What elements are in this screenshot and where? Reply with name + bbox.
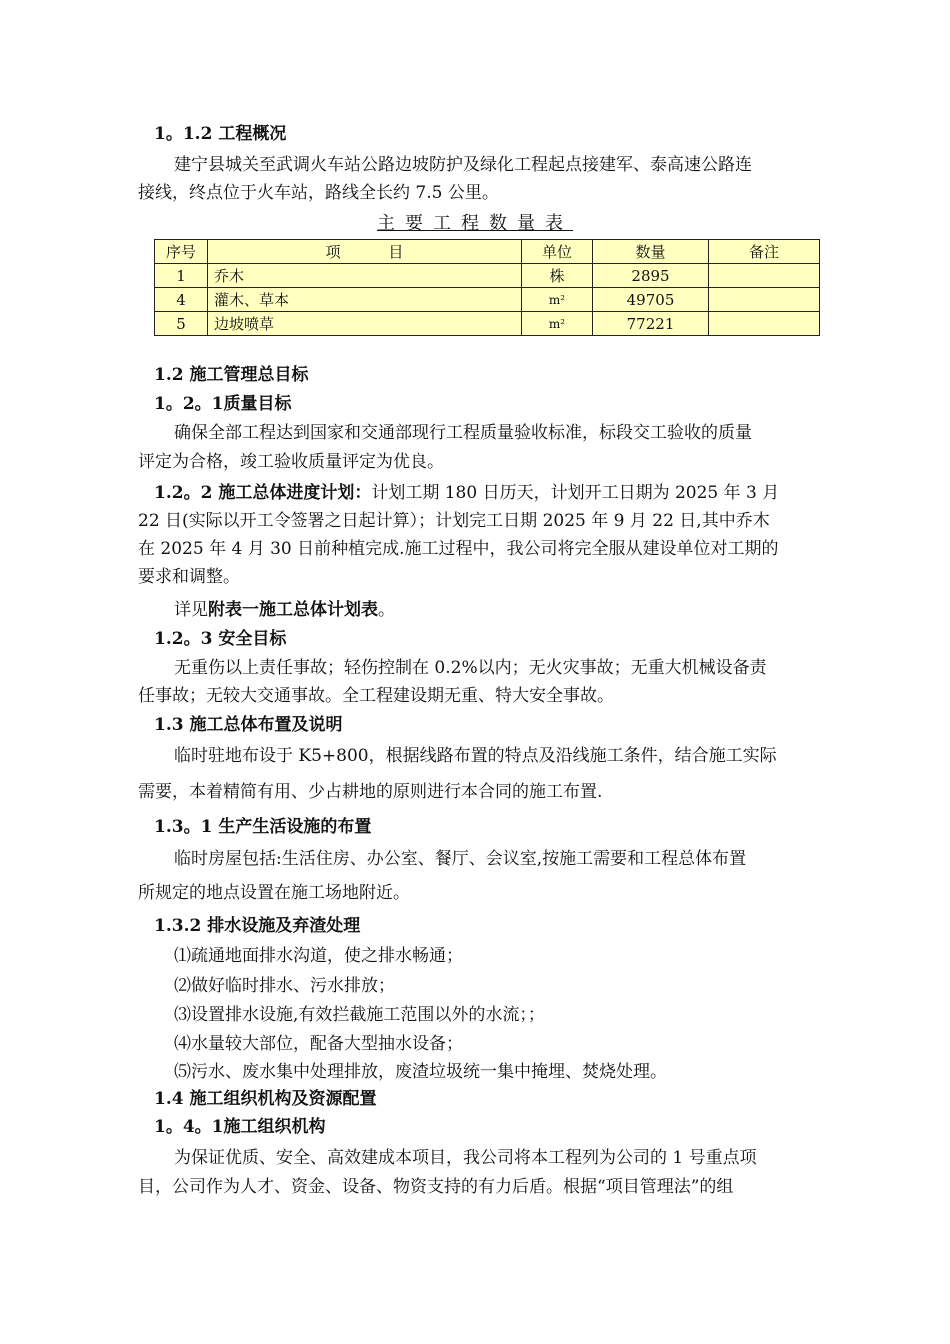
cell-no: 5 bbox=[155, 312, 208, 336]
section-heading: 1.4 施工组织机构及资源配置 bbox=[154, 1089, 377, 1109]
cell-unit: m² bbox=[522, 312, 593, 336]
col-header: 项 目 bbox=[208, 240, 522, 264]
paragraph-line: 评定为合格，竣工验收质量评定为优良。 bbox=[138, 452, 444, 472]
section-heading: 1.2。2 施工总体进度计划： bbox=[154, 483, 372, 503]
section-heading: 1.3.2 排水设施及弃渣处理 bbox=[154, 916, 361, 936]
section-heading: 1。4。1施工组织机构 bbox=[154, 1117, 326, 1137]
col-header: 数量 bbox=[593, 240, 709, 264]
cell-note bbox=[709, 288, 820, 312]
paragraph-line: 建宁县城关至武调火车站公路边坡防护及绿化工程起点接建军、泰高速公路连 bbox=[174, 155, 752, 175]
paragraph-line: 确保全部工程达到国家和交通部现行工程质量验收标准，标段交工验收的质量 bbox=[174, 423, 752, 443]
table-row bbox=[155, 312, 820, 336]
paragraph-line: 要求和调整。 bbox=[138, 567, 240, 587]
paragraph-line: 临时驻地布设于 K5+800，根据线路布置的特点及沿线施工条件，结合施工实际 bbox=[174, 746, 777, 766]
list-item: ⑸污水、废水集中处理排放，废渣垃圾统一集中掩埋、焚烧处理。 bbox=[174, 1062, 667, 1082]
cell-no: 4 bbox=[155, 288, 208, 312]
cell-no: 1 bbox=[155, 264, 208, 288]
paragraph-line: 目，公司作为人才、资金、设备、物资支持的有力后盾。根据“项目管理法”的组 bbox=[138, 1177, 734, 1197]
table-title: 主要工程数量表 bbox=[377, 213, 573, 234]
paragraph-text: 。 bbox=[378, 600, 395, 620]
paragraph-line bbox=[174, 598, 874, 622]
cell-qty: 49705 bbox=[593, 288, 709, 312]
list-item: ⑵做好临时排水、污水排放； bbox=[174, 976, 395, 996]
paragraph-line bbox=[154, 481, 854, 505]
paragraph-line: 任事故；无较大交通事故。全工程建设期无重、特大安全事故。 bbox=[138, 686, 614, 706]
paragraph-line: 无重伤以上责任事故；轻伤控制在 0.2%以内；无火灾事故；无重大机械设备责 bbox=[174, 658, 767, 678]
cell-qty: 77221 bbox=[593, 312, 709, 336]
quantity-table bbox=[154, 239, 820, 336]
section-heading: 1.3。1 生产生活设施的布置 bbox=[154, 817, 372, 837]
appendix-reference: 附表一施工总体计划表 bbox=[208, 600, 378, 620]
paragraph-line: 为保证优质、安全、高效建成本项目，我公司将本工程列为公司的 1 号重点项 bbox=[174, 1148, 757, 1168]
cell-note bbox=[709, 264, 820, 288]
paragraph-line: 22 日(实际以开工令签署之日起计算）；计划完工日期 2025 年 9 月 22 日,其中乔木 bbox=[138, 511, 770, 531]
paragraph-line: 在 2025 年 4 月 30 日前种植完成.施工过程中，我公司将完全服从建设单位对工期的 bbox=[138, 539, 779, 559]
cell-unit: 株 bbox=[522, 264, 593, 288]
table-row bbox=[155, 288, 820, 312]
section-heading: 1.3 施工总体布置及说明 bbox=[154, 715, 343, 735]
list-item: ⑶设置排水设施,有效拦截施工范围以外的水流；； bbox=[174, 1005, 545, 1025]
paragraph-line: 临时房屋包括:生活住房、办公室、餐厅、会议室,按施工需要和工程总体布置 bbox=[174, 849, 747, 869]
cell-item: 乔木 bbox=[208, 264, 522, 288]
cell-item: 灌木、草本 bbox=[208, 288, 522, 312]
col-header: 序号 bbox=[155, 240, 208, 264]
cell-note bbox=[709, 312, 820, 336]
paragraph-line: 需要，本着精简有用、少占耕地的原则进行本合同的施工布置. bbox=[138, 782, 603, 802]
cell-unit: m² bbox=[522, 288, 593, 312]
col-header: 备注 bbox=[709, 240, 820, 264]
list-item: ⑷水量较大部位，配备大型抽水设备； bbox=[174, 1034, 463, 1054]
paragraph-line: 接线，终点位于火车站，路线全长约 7.5 公里。 bbox=[138, 183, 499, 203]
section-heading: 1。1.2 工程概况 bbox=[154, 124, 287, 144]
table-header-row bbox=[155, 240, 820, 264]
table-row bbox=[155, 264, 820, 288]
section-heading: 1。2。1质量目标 bbox=[154, 394, 292, 414]
list-item: ⑴疏通地面排水沟道，使之排水畅通； bbox=[174, 946, 463, 966]
paragraph-text: 详见 bbox=[174, 600, 208, 620]
col-header: 单位 bbox=[522, 240, 593, 264]
section-heading: 1.2。3 安全目标 bbox=[154, 629, 287, 649]
cell-qty: 2895 bbox=[593, 264, 709, 288]
paragraph-line: 所规定的地点设置在施工场地附近。 bbox=[138, 883, 410, 903]
cell-item: 边坡喷草 bbox=[208, 312, 522, 336]
paragraph-text: 计划工期 180 日历天，计划开工日期为 2025 年 3 月 bbox=[371, 483, 780, 503]
section-heading: 1.2 施工管理总目标 bbox=[154, 365, 309, 385]
